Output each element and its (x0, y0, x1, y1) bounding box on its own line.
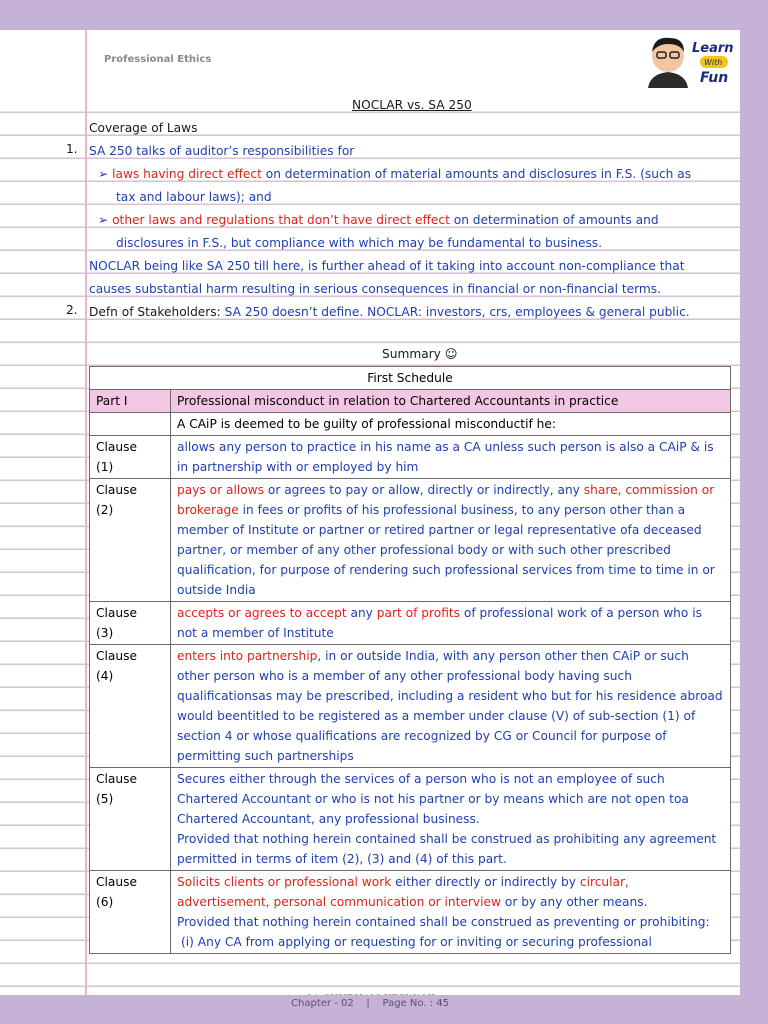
clause-number: (4) (96, 669, 114, 683)
clause-text: accepts or agrees to accept any part of profits of professional work of a person who is not a member of Institute (171, 602, 731, 645)
summary-heading: Summary ☺ (382, 347, 458, 361)
coverage-label: Coverage of Laws (89, 121, 198, 135)
chapter-label: Chapter - 02 (291, 998, 354, 1009)
clause-cell (90, 645, 171, 768)
table-row (90, 768, 731, 871)
table-row (90, 602, 731, 645)
bullet1-continuation: tax and labour laws); and (116, 190, 272, 204)
arrow-bullet-icon: ➢ (98, 213, 113, 227)
table-row (90, 413, 731, 436)
clause-text: Solicits clients or professional work either directly or indirectly by circular, advertisement, personal communication or interview or by any other means. Provided that nothing herein contained shall be construed as preventing or prohibiting: (i) Any CA from applying or requesting for or inviting or securing professional (171, 871, 731, 954)
bullet1-highlight: laws having direct effect (112, 167, 262, 181)
clause-number: (1) (96, 460, 114, 474)
bullet2-continuation: disclosures in F.S., but compliance with which may be fundamental to business. (116, 236, 603, 250)
bullet1-text: on determination of material amounts and disclosures in F.S. (such as (261, 167, 692, 181)
clause-cell (90, 479, 171, 602)
clause-label: Clause (96, 483, 137, 497)
clause-number: (3) (96, 626, 114, 640)
table-row (90, 871, 731, 954)
clause-cell (90, 768, 171, 871)
learn-with-fun-logo (640, 30, 738, 88)
clause-cell (90, 436, 171, 479)
separator: | (366, 998, 370, 1009)
clause-cell (90, 871, 171, 954)
clause-text: Secures either through the services of a person who is not an employee of such Chartered Accountant or who is not his partner or by means which are not open toa Chartered Accountant, any professional business. Provided that nothing herein contained shall be construed as prohibiting any agreement permitted in terms of item (2), (3) and (4) of this part. (171, 768, 731, 871)
clause-label: Clause (96, 649, 137, 663)
clause-label: Clause (96, 606, 137, 620)
footer-author (0, 994, 740, 995)
clause-text: pays or allows or agrees to pay or allow, directly or indirectly, any share, commission or brokerage in fees or profits of his professional business, to any person other than a member of Institute or partner or retired partner or legal representative ofa deceased partner, or member of any other professional body or with such other prescribed qualification, for purpose of rendering such professional services from time to time in or outside India (171, 479, 731, 602)
page-number: Page No. : 45 (382, 998, 449, 1009)
header-title: Professional Ethics (104, 54, 212, 65)
clause-label: Clause (96, 440, 137, 454)
schedule-title: First Schedule (90, 367, 731, 390)
clause-cell (90, 602, 171, 645)
bullet-item (98, 163, 691, 186)
table-row (90, 645, 731, 768)
schedule-intro: A CAiP is deemed to be guilty of professional misconductif he: (171, 413, 731, 436)
table-row (90, 367, 731, 390)
point1-lead: SA 250 talks of auditor’s responsibilities for (89, 144, 355, 158)
bullet-item (98, 209, 659, 232)
clause-text: allows any person to practice in his name as a CA unless such person is also a CAiP & is in partnership with or employed by him (171, 436, 731, 479)
clause-text: enters into partnership, in or outside India, with any person other then CAiP or such other person who is a member of any other professional body having such qualificationsas may be prescribed, including a resident who but for his residence abroad would beentitled to be registered as a member under clause (V) of sub-section (1) of section 4 or whose qualifications are recognized by CG or Council for purpose of permitting such partnerships (171, 645, 731, 768)
bullet2-text: on determination of amounts and (449, 213, 659, 227)
logo-word-learn: Learn (692, 41, 734, 56)
arrow-bullet-icon: ➢ (98, 167, 113, 181)
point2-text: SA 250 doesn’t define. NOCLAR: investors, crs, employees & general public. (224, 305, 690, 319)
margin-line (85, 30, 87, 995)
part-label: Part I (90, 390, 171, 413)
point2-label: Defn of Stakeholders: (89, 305, 225, 319)
clause-label: Clause (96, 875, 137, 889)
clause-number: (2) (96, 503, 114, 517)
chapter-page-bar (0, 998, 740, 1009)
point2-line (89, 301, 690, 324)
bullet2-highlight: other laws and regulations that don’t have direct effect (112, 213, 450, 227)
logo-word-with: With (704, 58, 723, 67)
clause-number: (5) (96, 792, 114, 806)
noclar-line-1: NOCLAR being like SA 250 till here, is further ahead of it taking into account non-compliance that (89, 259, 685, 273)
point-number-1: 1. (66, 142, 78, 156)
logo-word-fun: Fun (700, 70, 729, 86)
notebook-page (0, 30, 740, 995)
part-description: Professional misconduct in relation to Chartered Accountants in practice (171, 390, 731, 413)
section-heading: NOCLAR vs. SA 250 (352, 98, 472, 112)
clause-number: (6) (96, 895, 114, 909)
table-row (90, 479, 731, 602)
noclar-line-2: causes substantial harm resulting in serious consequences in financial or non-financial terms. (89, 282, 662, 296)
first-schedule-table (89, 366, 731, 954)
point-number-2: 2. (66, 303, 78, 317)
table-row (90, 436, 731, 479)
table-row (90, 390, 731, 413)
clause-label: Clause (96, 772, 137, 786)
